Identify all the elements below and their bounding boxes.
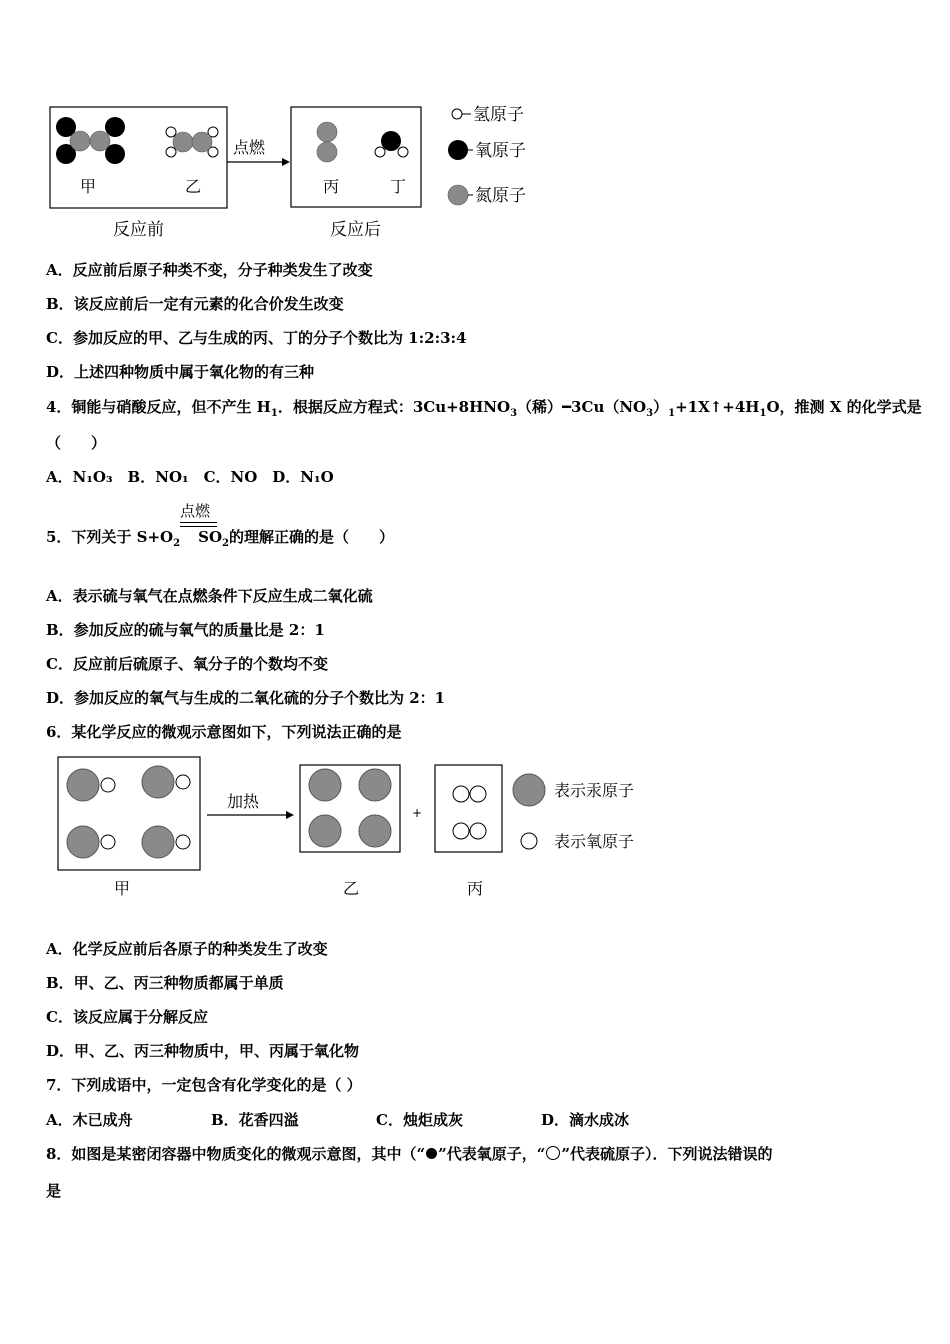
- q4-answer-paren: （ ）: [46, 434, 107, 452]
- label-jia-2: 甲: [114, 879, 131, 898]
- q6-stem: 6．某化学反应的微观示意图如下，下列说法正确的是: [46, 723, 402, 741]
- label-bing: 丙: [323, 177, 340, 196]
- q6-option-b: B．甲、乙、丙三种物质都属于单质: [46, 974, 284, 992]
- molecule-yi: [166, 127, 218, 157]
- molecule-hgo-2: [142, 766, 190, 798]
- q3-option-d: D．上述四种物质中属于氧化物的有三种: [46, 363, 315, 381]
- q3-option-a: A．反应前后原子种类不变，分子种类发生了改变: [46, 261, 373, 279]
- q6-option-c: C．该反应属于分解反应: [46, 1008, 208, 1026]
- svg-text:表示汞原子: 表示汞原子: [554, 781, 635, 800]
- q7-option-a: A．木已成舟: [46, 1111, 133, 1129]
- molecule-jia: [56, 117, 125, 164]
- q5-stem: 5．下列关于 $S+O_2$ $SO_2$的理解正确的是（ ）: [46, 528, 394, 549]
- q6-option-d: D．甲、乙、丙三种物质中，甲、丙属于氧化物: [46, 1042, 360, 1060]
- q7-option-d: D．滴水成冰: [541, 1111, 630, 1129]
- q7-stem: 7．下列成语中，一定包含有化学变化的是（ ）: [46, 1076, 362, 1094]
- molecule-hgo-3: [67, 826, 115, 858]
- svg-text:氮原子: 氮原子: [475, 186, 526, 206]
- q5-option-d: D．参加反应的氧气与生成的二氧化硫的分子个数比为 2：1: [46, 689, 446, 707]
- caption-after: 反应后: [330, 220, 381, 240]
- molecules-o2: [453, 786, 486, 839]
- arrow-label: 点燃: [233, 138, 266, 157]
- q3-option-c: C．参加反应的甲、乙与生成的丙、丁的分子个数比为 1:2:3:4: [46, 329, 467, 347]
- q7-option-b: B．花香四溢: [211, 1111, 299, 1129]
- q8-stem-cont: 是: [46, 1182, 62, 1200]
- molecule-hgo-1: [67, 769, 115, 801]
- legend-oxygen: [448, 140, 526, 161]
- legend-hydrogen: [452, 105, 524, 125]
- label-bing-2: 丙: [467, 879, 484, 898]
- legend-nitrogen: [448, 185, 526, 206]
- molecule-ding: [375, 131, 408, 157]
- reaction-diagram-2: [50, 752, 660, 902]
- oxygen-atom-icon: [426, 1148, 437, 1159]
- legend-mercury: [513, 774, 634, 806]
- q8-stem: 8．如图是某密闭容器中物质变化的微观示意图，其中（“ ”代表氧原子，“ ”代表硫原子）．下列说法错误的: [46, 1145, 773, 1163]
- legend-oxygen-2: [521, 832, 634, 851]
- label-jia: 甲: [80, 177, 97, 196]
- svg-text:氧原子: 氧原子: [475, 141, 526, 161]
- label-yi-2: 乙: [343, 879, 360, 898]
- label-ding: 丁: [390, 177, 407, 196]
- plus-sign: +: [412, 806, 423, 820]
- q5-condition: 点燃: [180, 502, 211, 520]
- molecule-bing: [317, 122, 337, 162]
- atoms-hg: [309, 769, 391, 847]
- sulfur-atom-icon: [546, 1146, 560, 1160]
- q3-option-b: B．该反应前后一定有元素的化合价发生改变: [46, 295, 344, 313]
- svg-text:表示氧原子: 表示氧原子: [554, 832, 635, 851]
- q5-option-a: A．表示硫与氧气在点燃条件下反应生成二氧化硫: [46, 587, 373, 605]
- arrow-label-heat: 加热: [227, 792, 260, 811]
- q5-option-c: C．反应前后硫原子、氧分子的个数均不变: [46, 655, 328, 673]
- label-yi: 乙: [185, 177, 202, 196]
- q4-stem: 4．铜能与硝酸反应，但不产生 $H_1$．根据反应方程式：$3Cu+8HNO_3$（稀）$━3Cu(NO_3)_1+1X↑+4H_1O$，推测 X 的化学式是: [46, 398, 922, 419]
- molecule-hgo-4: [142, 826, 190, 858]
- q5-double-line: [180, 522, 217, 527]
- q4-options: A．N₁O₃ B．NO₁ C．NO D．N₁O: [46, 468, 334, 486]
- svg-text:氢原子: 氢原子: [473, 105, 524, 125]
- reaction-diagram-1: [40, 95, 560, 245]
- q7-option-c: C．烛炬成灰: [376, 1111, 463, 1129]
- caption-before: 反应前: [113, 220, 164, 240]
- q5-option-b: B．参加反应的硫与氧气的质量比是 2：1: [46, 621, 325, 639]
- q6-option-a: A．化学反应前后各原子的种类发生了改变: [46, 940, 328, 958]
